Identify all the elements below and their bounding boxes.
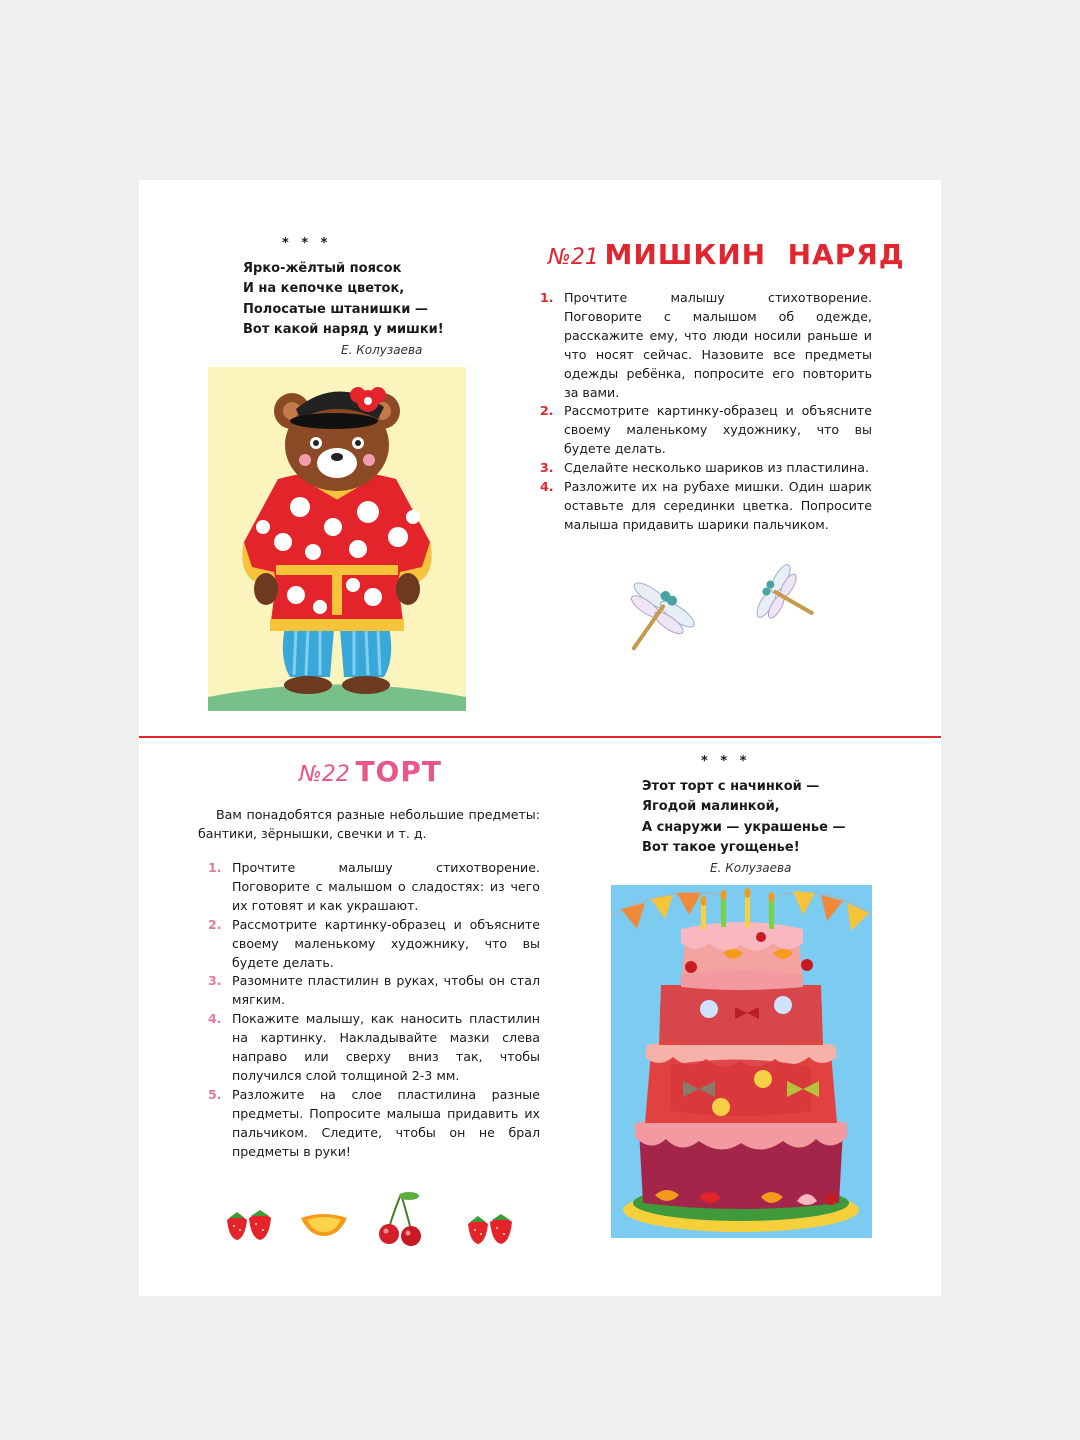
poem-stars: * * *: [282, 236, 332, 251]
list-item: 4. Разложите их на рубахе мишки. Один шарик оставьте для серединки цветка. Попросите малыша придавить шарики пальчиком.: [540, 479, 872, 532]
poem-line: Ягодой малинкой,: [642, 799, 780, 815]
poem-line: И на кепочке цветок,: [243, 281, 405, 297]
title-text: ТОРТ: [355, 755, 442, 788]
section-divider: [139, 736, 941, 738]
intro-text: Вам понадобятся разные небольшие предметы: бантики, зёрнышки, свечки и т. д.: [198, 807, 540, 841]
poem-stars: * * *: [701, 754, 751, 769]
bear-illustration: [208, 367, 466, 711]
poem-line: А снаружи — украшенье —: [642, 819, 846, 835]
poem-line: Этот торт с начинкой —: [642, 779, 820, 794]
steps-list-22: [208, 859, 540, 1162]
title-number: №22: [299, 762, 350, 787]
poem-cake: [642, 777, 845, 859]
list-item: 2. Рассмотрите картинку-образец и объясните своему маленькому художнику, что вы будете делать.: [540, 403, 872, 457]
list-item: 1. Прочтите малышу стихотворение. Поговорите с малышом о сладостях: из чего их готовят и как украшают.: [208, 860, 540, 913]
title-text: МИШКИН НАРЯД: [604, 238, 905, 271]
list-item: 1. Прочтите малышу стихотворение. Поговорите с малышом об одежде, расскажите ему, что люди носили раньше и что носят сейчас. Назовите все предметы одежды ребёнка, попросите его повторить за вами.: [540, 290, 872, 400]
orange-slice-icon: [299, 1214, 349, 1238]
book-spread: [139, 180, 941, 1296]
list-item: 2. Рассмотрите картинку-образец и объясните своему маленькому художнику, что вы будете делать.: [208, 916, 540, 970]
poem-line: Вот какой наряд у мишки!: [243, 322, 444, 338]
poem-author: Е. Колузаева: [710, 861, 792, 875]
dragonfly-icon: [615, 572, 695, 664]
list-item: 5. Разложите на слое пластилина разные предметы. Попросите малыша придавить их пальчиком. Следите, чтобы он не брал предметы в руки!: [208, 1086, 540, 1159]
poem-line: Вот такое угощенье!: [642, 840, 800, 856]
cherry-icon: [377, 1190, 425, 1246]
section-title-22: [299, 755, 442, 788]
poem-line: Полосатые штанишки —: [243, 301, 428, 317]
poem-line: Ярко-жёлтый поясок: [243, 261, 402, 276]
title-number: №21: [548, 245, 599, 270]
section-title-21: [548, 238, 905, 271]
poem-bear: [243, 259, 444, 341]
cake-illustration: [611, 885, 872, 1238]
list-item: 3. Разомните пластилин в руках, чтобы он стал мягким.: [208, 973, 540, 1008]
poem-author: Е. Колузаева: [341, 343, 423, 357]
strawberry-icon: [464, 1210, 516, 1246]
strawberry-icon: [223, 1206, 275, 1242]
list-item: 4. Покажите малышу, как наносить пластилин на картинку. Накладывайте мазки слева направо или сверху вниз так, чтобы получился слой толщиной 2-3 мм.: [208, 1011, 540, 1083]
steps-list-21: [540, 289, 872, 535]
dragonfly-icon: [752, 557, 816, 637]
list-item: 3. Сделайте несколько шариков из пластилина.: [540, 460, 869, 476]
